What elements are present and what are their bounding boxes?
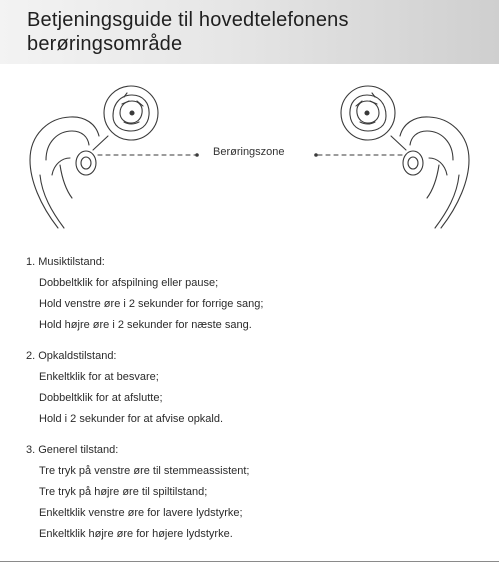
list-item: Tre tryk på venstre øre til stemmeassistent; — [39, 465, 250, 477]
section-heading: 2. Opkaldstilstand: — [26, 350, 117, 362]
bottom-divider — [0, 561, 499, 562]
left-ear-icon — [30, 117, 99, 228]
section-music-mode — [26, 252, 263, 336]
list-item: Hold højre øre i 2 sekunder for næste sang. — [39, 319, 252, 331]
section-heading: 3. Generel tilstand: — [26, 444, 119, 456]
list-item: Enkeltklik for at besvare; — [39, 371, 159, 383]
list-item: Enkeltklik højre øre for højere lydstyrke. — [39, 528, 233, 540]
list-item: Hold i 2 sekunder for at afvise opkald. — [39, 413, 224, 425]
list-item: Tre tryk på højre øre til spiltilstand; — [39, 486, 208, 498]
list-item: Hold venstre øre i 2 sekunder for forrige sang; — [39, 298, 264, 310]
list-item: Enkeltklik venstre øre for lavere lydstyrke; — [39, 507, 243, 519]
left-zoom-circle-icon — [93, 86, 158, 150]
left-earbud-icon — [76, 151, 96, 175]
right-zoom-circle-icon — [341, 86, 406, 150]
list-item: Dobbeltklik for afspilning eller pause; — [39, 277, 219, 289]
section-call-mode — [26, 346, 223, 430]
touch-zone-label: Berøringszone — [213, 146, 285, 158]
list-item: Dobbeltklik for at afslutte; — [39, 392, 163, 404]
title-line-1: Betjeningsguide til hovedtelefonens — [27, 9, 349, 31]
header-banner — [0, 0, 499, 64]
section-heading: 1. Musiktilstand: — [26, 256, 105, 268]
page-title — [27, 8, 349, 56]
section-general-mode — [26, 440, 249, 545]
right-earbud-icon — [403, 151, 423, 175]
title-line-2: berøringsområde — [27, 33, 183, 55]
right-ear-icon — [400, 117, 469, 228]
